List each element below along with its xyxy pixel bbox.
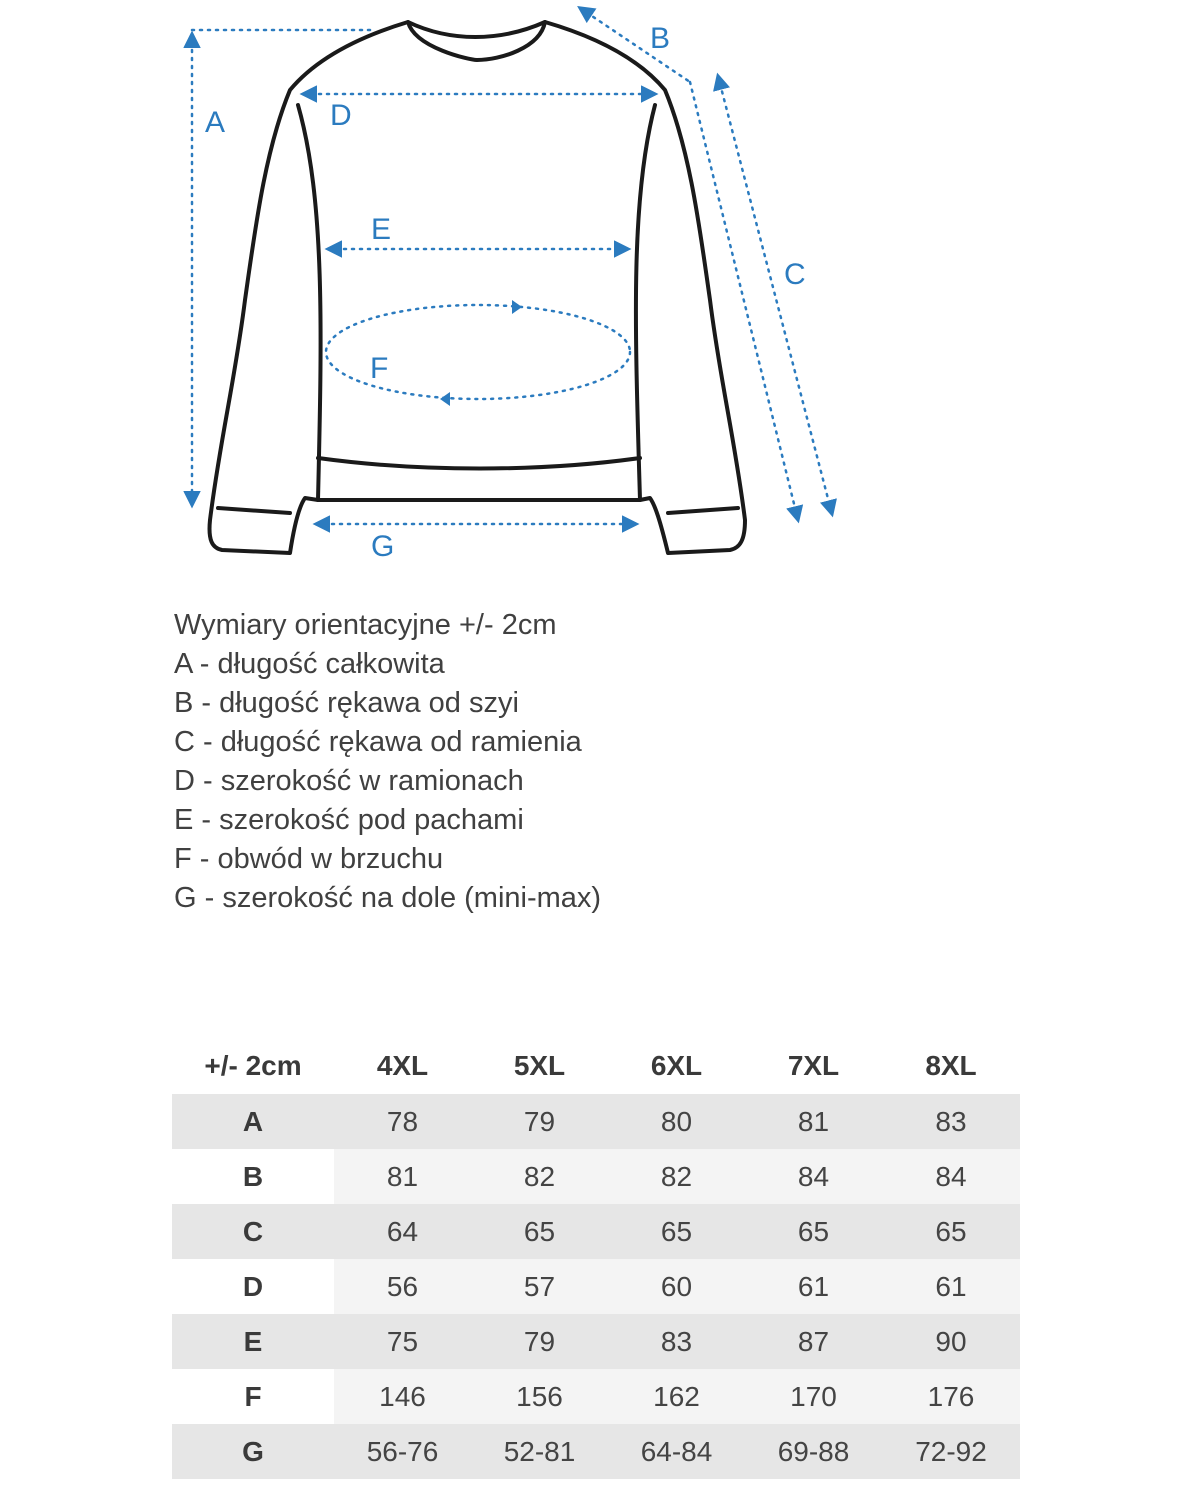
legend-item-b: B - długość rękawa od szyi	[174, 687, 519, 719]
table-cell: 82	[471, 1149, 608, 1204]
size-header-8xl: 8XL	[925, 1050, 977, 1081]
table-cell: 79	[471, 1094, 608, 1149]
table-cell: 65	[608, 1204, 745, 1259]
table-cell: 82	[608, 1149, 745, 1204]
legend-item-d: D - szerokość w ramionach	[174, 765, 524, 797]
table-row	[172, 1369, 1020, 1424]
table-row	[172, 1424, 1020, 1479]
table-cell: 90	[882, 1314, 1020, 1369]
table-row	[172, 1204, 1020, 1259]
legend-title: Wymiary orientacyjne +/- 2cm	[174, 609, 557, 641]
label-c: C	[784, 258, 806, 291]
row-label: D	[172, 1259, 334, 1314]
f-direction-arrows	[440, 300, 522, 406]
table-cell: 75	[334, 1314, 471, 1369]
table-cell: 146	[334, 1369, 471, 1424]
size-header-5xl: 5XL	[513, 1050, 566, 1081]
label-b: B	[650, 22, 671, 55]
label-a: A	[205, 106, 226, 139]
legend-item-f: F - obwód w brzuchu	[174, 843, 444, 875]
row-label: C	[172, 1204, 334, 1259]
table-cell: 170	[745, 1369, 882, 1424]
measurement-guides	[192, 8, 832, 524]
measurement-legend	[174, 606, 601, 918]
table-cell: 78	[334, 1094, 471, 1149]
label-e: E	[371, 213, 392, 246]
table-cell: 81	[334, 1149, 471, 1204]
table-cell: 64	[334, 1204, 471, 1259]
table-row	[172, 1314, 1020, 1369]
row-label: F	[172, 1369, 334, 1424]
table-cell: 61	[745, 1259, 882, 1314]
table-cell: 64-84	[608, 1424, 745, 1479]
row-label: A	[172, 1094, 334, 1149]
table-cell: 65	[745, 1204, 882, 1259]
table-cell: 83	[608, 1314, 745, 1369]
row-label: G	[172, 1424, 334, 1479]
size-table	[172, 1038, 1020, 1479]
table-cell: 162	[608, 1369, 745, 1424]
table-cell: 65	[882, 1204, 1020, 1259]
guide-b-line-2	[690, 82, 798, 520]
table-cell: 79	[471, 1314, 608, 1369]
legend-item-e: E - szerokość pod pachami	[174, 804, 524, 836]
sweatshirt-measurement-diagram	[0, 0, 1200, 590]
arrow-right-icon	[512, 300, 522, 314]
legend-item-a: A - długość całkowita	[174, 648, 445, 680]
table-cell: 56-76	[334, 1424, 471, 1479]
table-cell: 83	[882, 1094, 1020, 1149]
table-cell: 176	[882, 1369, 1020, 1424]
table-row	[172, 1149, 1020, 1204]
sweatshirt-outline	[210, 22, 746, 553]
label-g: G	[371, 530, 395, 563]
arrow-left-icon	[440, 392, 450, 406]
table-cell: 61	[882, 1259, 1020, 1314]
table-cell: 56	[334, 1259, 471, 1314]
label-f: F	[370, 352, 389, 385]
table-cell: 69-88	[745, 1424, 882, 1479]
table-cell: 87	[745, 1314, 882, 1369]
table-cell: 84	[882, 1149, 1020, 1204]
row-label: B	[172, 1149, 334, 1204]
table-cell: 72-92	[882, 1424, 1020, 1479]
size-header-7xl: 7XL	[787, 1050, 840, 1081]
row-label: E	[172, 1314, 334, 1369]
table-header-row	[172, 1038, 1020, 1094]
size-header-6xl: 6XL	[650, 1050, 703, 1081]
table-cell: 65	[471, 1204, 608, 1259]
table-cell: 52-81	[471, 1424, 608, 1479]
table-cell: 81	[745, 1094, 882, 1149]
label-d: D	[330, 99, 352, 132]
table-cell: 156	[471, 1369, 608, 1424]
table-row	[172, 1094, 1020, 1149]
table-corner-header: +/- 2cm	[204, 1050, 302, 1081]
legend-item-g: G - szerokość na dole (mini-max)	[174, 882, 602, 914]
table-row	[172, 1259, 1020, 1314]
legend-item-c: C - długość rękawa od ramienia	[174, 726, 582, 758]
table-cell: 60	[608, 1259, 745, 1314]
guide-b-line	[580, 8, 690, 82]
table-cell: 80	[608, 1094, 745, 1149]
table-cell: 57	[471, 1259, 608, 1314]
table-cell: 84	[745, 1149, 882, 1204]
size-header-4xl: 4XL	[376, 1050, 429, 1081]
